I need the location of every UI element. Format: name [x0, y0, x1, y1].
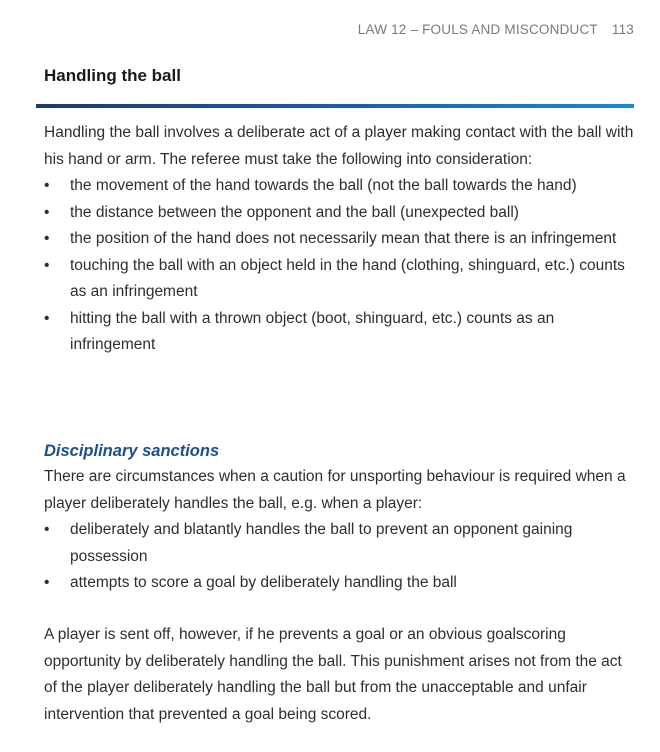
caution-case-text: deliberately and blatantly handles the ball to prevent an opponent gaining possession: [70, 521, 573, 565]
bullet-icon: •: [44, 574, 50, 591]
list-item: [44, 517, 634, 570]
running-title: LAW 12 – FOULS AND MISCONDUCT: [357, 22, 598, 37]
list-item: [44, 200, 634, 227]
consideration-text: touching the ball with an object held in the hand (clothing, shinguard, etc.) counts as an infringement: [70, 256, 625, 300]
sanctions-block: [44, 438, 634, 597]
page-number: 113: [611, 22, 634, 37]
list-item: [44, 226, 634, 253]
list-item: [44, 253, 634, 306]
title-rule: [36, 104, 634, 108]
handling-intro-block: [44, 120, 634, 359]
list-item: [44, 306, 634, 359]
consideration-text: the distance between the opponent and the ball (unexpected ball): [70, 203, 519, 221]
list-item: [44, 570, 634, 597]
consideration-text: the movement of the hand towards the ball (not the ball towards the hand): [70, 177, 577, 194]
sanctions-intro-paragraph: There are circumstances when a caution for unsporting behaviour is required when a player deliberately handles the ball, e.g. when a player:: [44, 468, 626, 512]
caution-cases-list: [44, 517, 634, 597]
sent-off-block: [44, 622, 634, 728]
bullet-icon: •: [44, 230, 50, 247]
bullet-icon: •: [44, 177, 50, 194]
bullet-icon: •: [44, 521, 50, 538]
running-header: [358, 22, 634, 37]
caution-case-text: attempts to score a goal by deliberately handling the ball: [70, 574, 457, 591]
section-title: Handling the ball: [44, 66, 181, 85]
list-item: [44, 173, 634, 200]
considerations-list: [44, 173, 634, 359]
sent-off-paragraph: A player is sent off, however, if he prevents a goal or an obvious goalscoring opportunity by deliberately handling the ball. This punishment arises not from the act of the player deliberately handling the ball but from the unacceptable and unfair intervention that prevented a goal being scored.: [44, 626, 622, 723]
sanctions-heading: Disciplinary sanctions: [44, 442, 220, 460]
bullet-icon: •: [44, 309, 50, 327]
handling-intro-paragraph: Handling the ball involves a deliberate act of a player making contact with the ball with his hand or arm. The referee must take the following into consideration:: [44, 124, 634, 168]
bullet-icon: •: [44, 203, 50, 221]
bullet-icon: •: [44, 256, 50, 274]
consideration-text: hitting the ball with a thrown object (boot, shinguard, etc.) counts as an infringement: [70, 309, 555, 353]
consideration-text: the position of the hand does not necessarily mean that there is an infringement: [70, 230, 617, 247]
